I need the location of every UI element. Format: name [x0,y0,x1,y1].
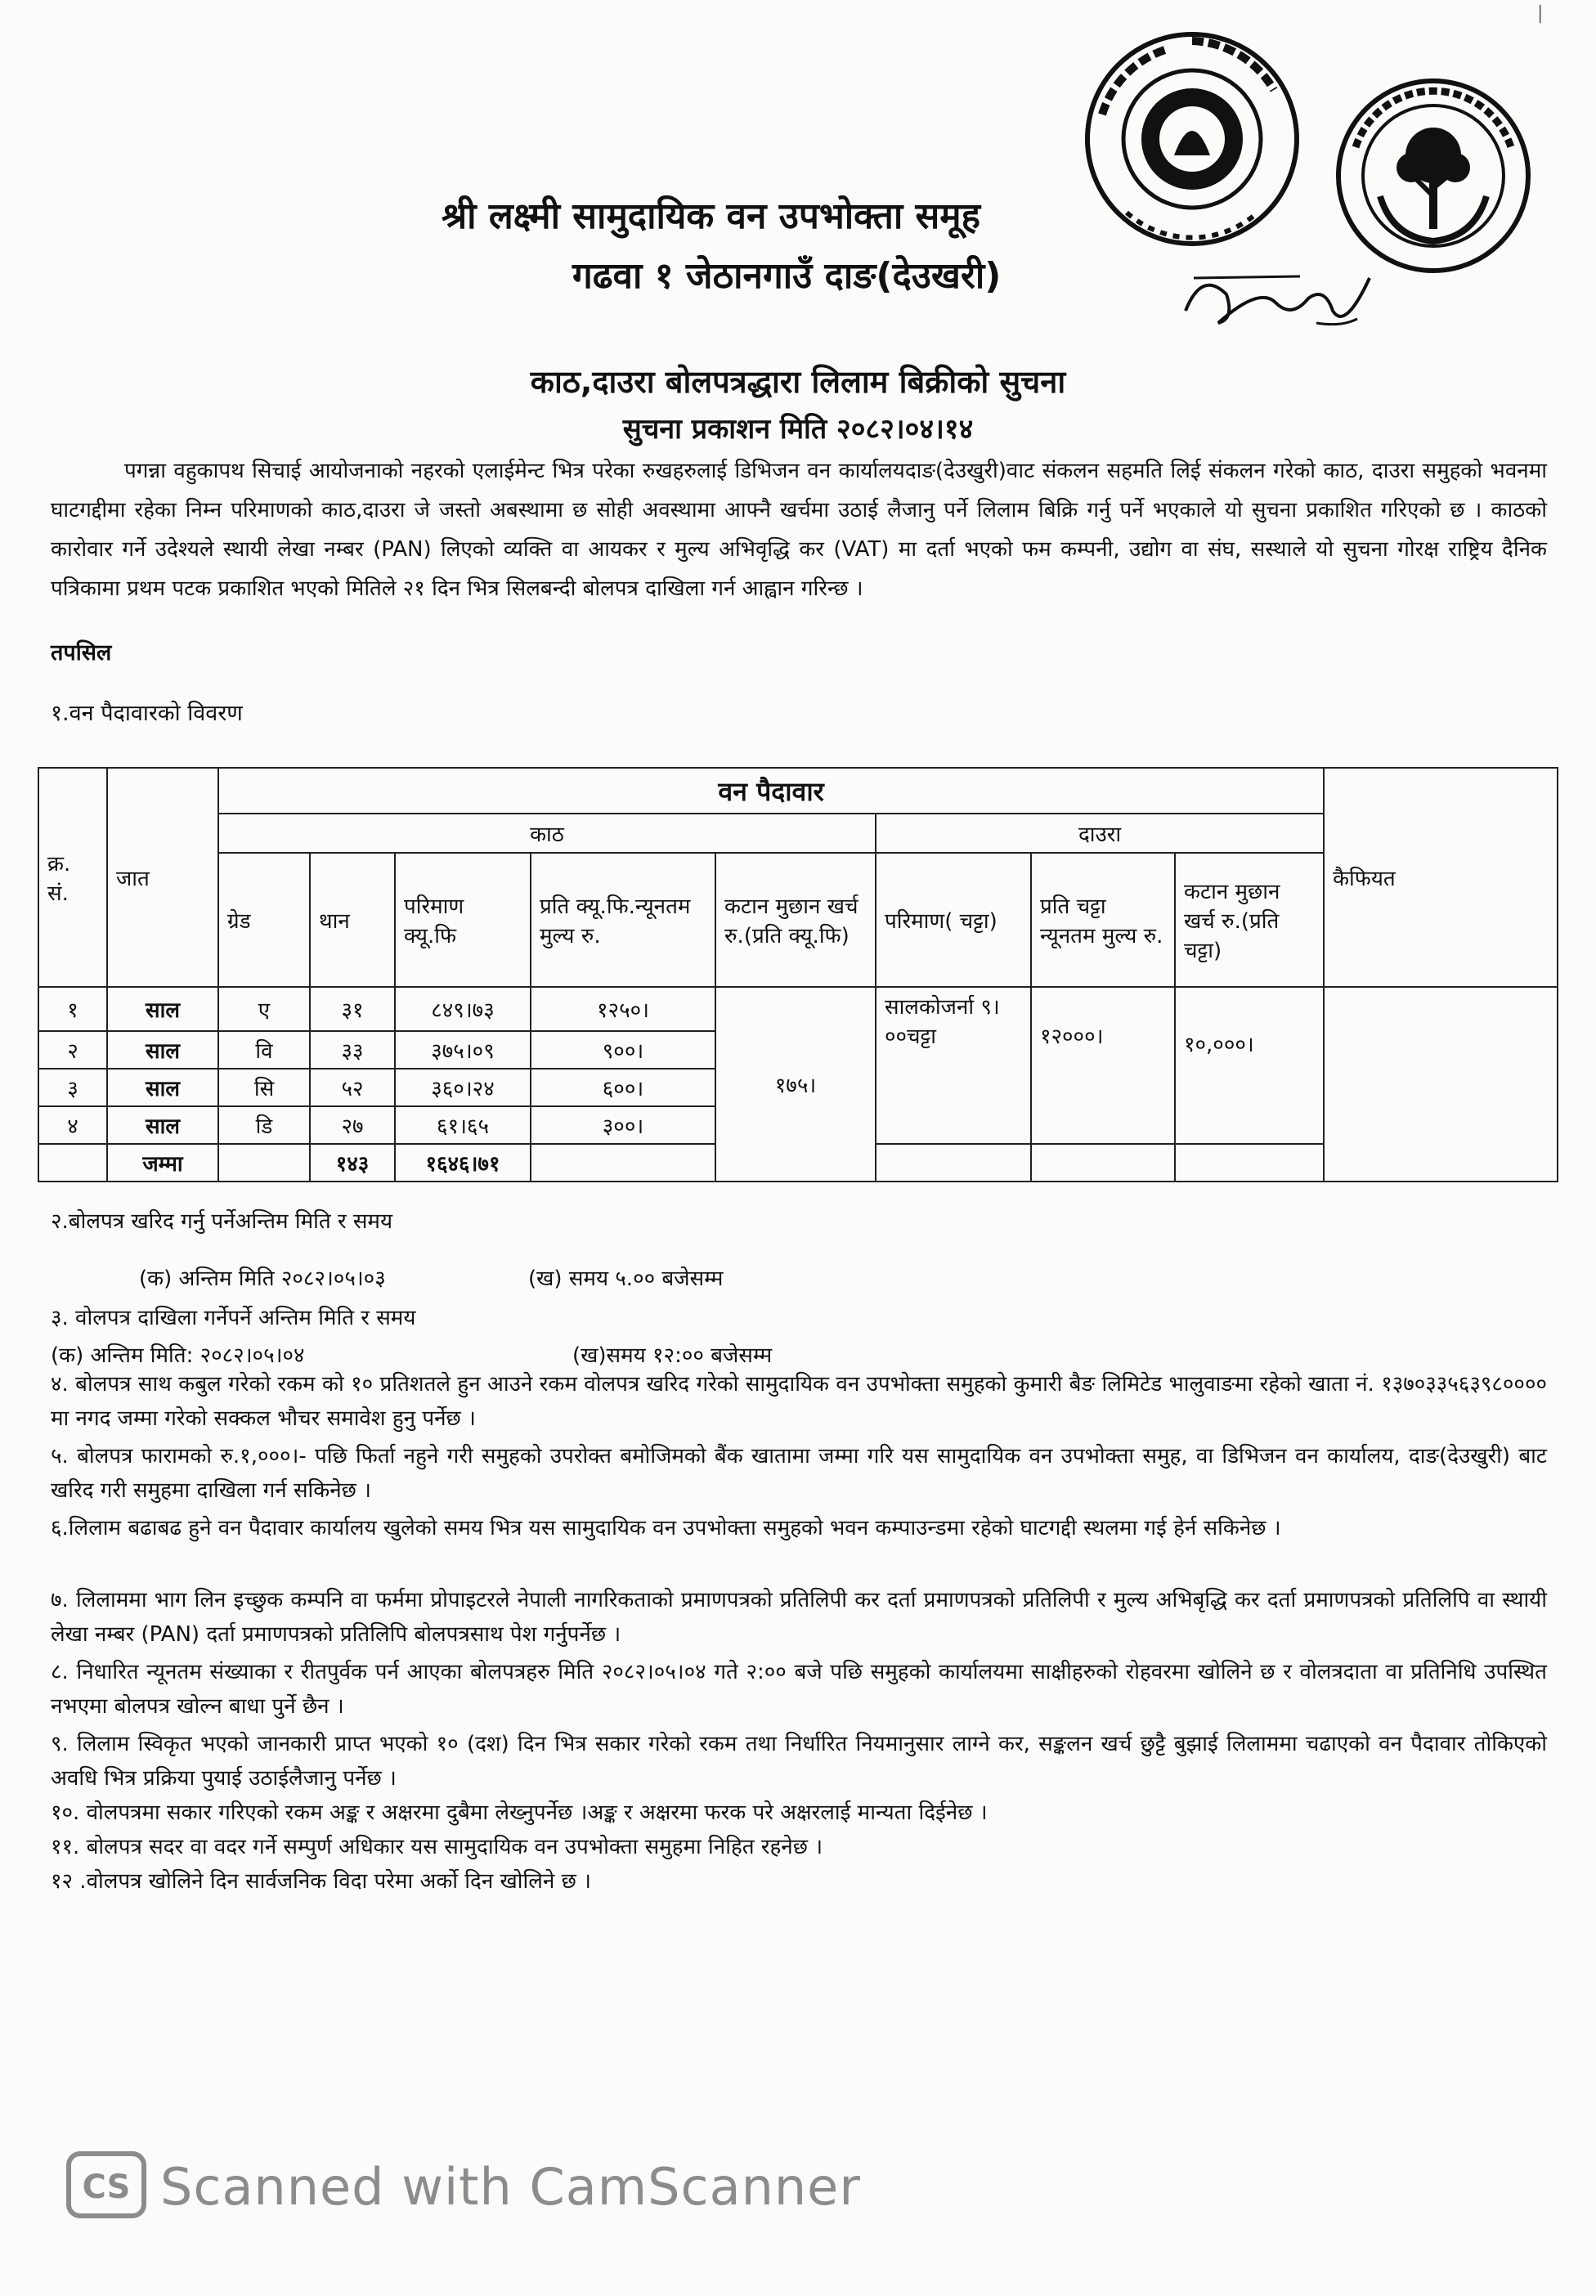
row-sn: ३ [38,1069,107,1106]
row-min-price: ६००। [531,1069,715,1106]
col-quantity-header: परिमाण क्यू.फि [395,853,531,987]
organization-name: श्री लक्ष्मी सामुदायिक वन उपभोक्ता समूह [442,195,980,237]
total-grade-cell [218,1144,310,1182]
corner-mark: | [1537,3,1544,24]
camscanner-watermark: Scanned with CamScanner [160,2157,861,2217]
clause-11: ११. बोलपत्र सदर वा वदर गर्ने सम्पुर्ण अधिकार यस सामुदायिक वन उपभोक्ता समुहमा निहित रहनेछ । [51,1835,823,1859]
col-cut-cost-header: कटान मुछान खर्च रु.(प्रति क्यू.फि) [715,853,876,987]
clause-12: १२ .वोलपत्र खोलिने दिन सार्वजनिक विदा परेमा अर्को दिन खोलिने छ । [51,1869,591,1894]
row-quantity: ३७५।०९ [395,1031,531,1069]
intro-paragraph: पगन्ना वहुकापथ सिचाई आयोजनाको नहरको एलाईमेन्ट भित्र परेका रुखहरुलाई डिभिजन वन कार्यालयदाङ(देउखुरी)वाट संकलन सहमति लिई संकलन गरेको काठ, दाउरा समुहको भवनमा घाटगद्दीमा रहेका निम्न परिमाणको काठ,दाउरा जे जस्तो अबस्थामा छ सोही अवस्थामा आफ्नै खर्चमा उठाई लैजानु पर्ने लिलाम बिक्रि गर्नु पर्ने भएकाले यो सुचना प्रकाशित गरिएको छ । काठको कारोवार गर्ने उदेश्यले स्थायी लेखा नम्बर (PAN) लिएको व्यक्ति वा आयकर र मुल्य अभिवृद्धि कर (VAT) मा दर्ता भएको फम कम्पनी, उद्योग वा संघ, सस्थाले यो सुचना गोरक्ष राष्ट्रिय दैनिक पत्रिकामा प्रथम पटक प्रकाशित भएको मितिले २१ दिन भित्र सिलबन्दी बोलपत्र दाखिला गर्न आह्वान गरिन्छ । [51,459,1547,601]
wood-group-header: काठ [218,814,876,853]
total-fw-quantity-cell [876,1144,1031,1182]
purchase-deadline-date: (क) अन्तिम मिति २०८२।०५।०३ [139,1267,386,1291]
notice-publish-date: सुचना प्रकाशन मिति २०८२।०४।१४ [622,413,974,446]
section1-heading: १.वन पैदावारको विवरण [51,701,243,726]
row-grade: ए [218,987,310,1031]
row-count: ५२ [310,1069,395,1106]
row-species: साल [107,1069,218,1106]
col-fw-quantity-header: परिमाण( चट्टा) [876,853,1031,987]
fw-cut-cost-value: १०,०००। [1175,987,1324,1144]
camscanner-logo-letters: CS [82,2168,131,2206]
row-sn: १ [38,987,107,1031]
row-count: ३३ [310,1031,395,1069]
clause-8: ८. निधारित न्यूनतम संख्याका र रीतपुर्वक पर्न आएका बोलपत्रहरु मिति २०८२।०५।०४ गते २:०० बजे पछि समुहको कार्यालयमा साक्षीहरुको रोहवरमा खोलिने छ र वोलत्रदाता वा प्रतिनिधि उपस्थित नभएमा बोलपत्र खोल्न बाधा पुर्ने छैन । [51,1660,1547,1719]
row-grade: डि [218,1106,310,1144]
clause-9: ९. लिलाम स्विकृत भएको जानकारी प्राप्त भएको १० (दश) दिन भित्र सकार गरेको रकम तथा निर्धारित नियमानुसार लाग्ने कर, सङ्कलन खर्च छुट्टै बुझाई लिलाममा चढाएको वन पैदावार तोकिएको अवधि भित्र प्रक्रिया पुयाई उठाईलैजानु पर्नेछ । [51,1732,1547,1791]
total-sn-cell [38,1144,107,1182]
col-grade-header: ग्रेड [218,853,310,987]
tapsil-heading: तपसिल [51,640,112,666]
purchase-deadline-time: (ख) समय ५.०० बजेसम्म [528,1267,724,1291]
purchase-deadline-heading: २.बोलपत्र खरिद गर्नु पर्नेअन्तिम मिति र समय [51,1209,393,1234]
col-min-price-header: प्रति क्यू.फि.न्यूनतम मुल्य रु. [531,853,715,987]
row-species: साल [107,1106,218,1144]
total-count: १४३ [310,1144,395,1182]
row-quantity: ६१।६५ [395,1106,531,1144]
firewood-group-header: दाउरा [876,814,1324,853]
total-min-price-cell [531,1144,715,1182]
row-count: ३१ [310,987,395,1031]
total-quantity: १६४६।७१ [395,1144,531,1182]
total-fw-min-price-cell [1031,1144,1175,1182]
clause-4: ४. बोलपत्र साथ कबुल गरेको रकम को १० प्रतिशतले हुन आउने रकम वोलपत्र खरिद गरेको सामुदायिक वन उपभोक्ता समुहको कुमारी बैङ लिमिटेड भालुवाङमा रहेको खाता नं. १३७०३३५६३९८०००० मा नगद जम्मा गरेको सक्कल भौचर समावेश हुनु पर्नेछ । [51,1372,1547,1431]
col-remarks-header: कैफियत [1324,768,1558,987]
submit-deadline-date: (क) अन्तिम मिति: २०८२।०५।०४ [51,1343,305,1368]
row-sn: २ [38,1031,107,1069]
col-count-header: थान [310,853,395,987]
remarks-cell [1324,987,1558,1182]
cut-cost-value: १७५। [715,987,876,1182]
row-min-price: ९००। [531,1031,715,1069]
table-row [38,987,1558,1031]
submit-deadline-time: (ख)समय १२:०० बजेसम्म [572,1343,773,1368]
notice-title: काठ,दाउरा बोलपत्रद्धारा लिलाम बिक्रीको सुचना [530,364,1066,400]
row-quantity: ३६०।२४ [395,1069,531,1106]
camscanner-logo-icon [65,2150,147,2219]
row-grade: सि [218,1069,310,1106]
submit-deadline-heading: ३. वोलपत्र दाखिला गर्नेपर्ने अन्तिम मिति र समय [51,1306,416,1330]
fw-quantity-value: सालकोजर्ना ९।००चट्टा [876,987,1031,1144]
forest-produce-table [38,767,1558,1182]
row-min-price: ३००। [531,1106,715,1144]
row-count: २७ [310,1106,395,1144]
row-species: साल [107,987,218,1031]
organization-address: गढवा १ जेठानगाउँ दाङ(देउखरी) [572,255,1002,297]
clause-10: १०. वोलपत्रमा सकार गरिएको रकम अङ्क र अक्षरमा दुबैमा लेख्नुपर्नेछ ।अङ्क र अक्षरमा फरक परे अक्षरलाई मान्यता दिईनेछ । [51,1800,988,1825]
col-fw-cut-cost-header: कटान मुछान खर्च रु.(प्रति चट्टा) [1175,853,1324,987]
row-grade: वि [218,1031,310,1069]
forest-tree-seal-icon [1331,74,1535,278]
col-species-header: जात [107,768,218,987]
row-quantity: ८४९।७३ [395,987,531,1031]
total-fw-cut-cost-cell [1175,1144,1324,1182]
signature-icon [1169,253,1382,343]
clause-6: ६.लिलाम बढाबढ हुने वन पैदावार कार्यालय खुलेको समय भित्र यस सामुदायिक वन उपभोक्ता समुहको भवन कम्पाउन्डमा रहेको घाटगद्दी स्थलमा गई हेर्न सकिनेछ । [51,1516,1281,1540]
total-label: जम्मा [107,1144,218,1182]
row-species: साल [107,1031,218,1069]
fw-min-price-value: १२०००। [1031,987,1175,1144]
clause-7: ७. लिलाममा भाग लिन इच्छुक कम्पनि वा फर्ममा प्रोपाइटरले नेपाली नागरिकताको प्रमाणपत्रको प्रतिलिपी कर दर्ता प्रमाणपत्रको प्रतिलिपी र मुल्य अभिबृद्धि कर दर्ता प्रमाणपत्रको प्रतिलिपि वा स्थायी लेखा नम्बर (PAN) दर्ता प्रमाणपत्रको प्रतिलिपि बोलपत्रसाथ पेश गर्नुपर्नेछ । [51,1588,1547,1647]
row-min-price: १२५०। [531,987,715,1031]
col-fw-min-price-header: प्रति चट्टा न्यूनतम मुल्य रु. [1031,853,1175,987]
col-sn-header: क्र. सं. [38,768,107,987]
forest-produce-header: वन पैदावार [218,768,1324,814]
community-forest-seal-icon [1078,25,1307,253]
clause-5: ५. बोलपत्र फारामको रु.१,०००।- पछि फिर्ता नहुने गरी समुहको उपरोक्त बमोजिमको बैंक खातामा जम्मा गरि यस सामुदायिक वन उपभोक्ता समुह, वा डिभिजन वन कार्यालय, दाङ(देउखुरी) बाट खरिद गरी समुहमा दाखिला गर्न सकिनेछ । [51,1444,1547,1503]
row-sn: ४ [38,1106,107,1144]
